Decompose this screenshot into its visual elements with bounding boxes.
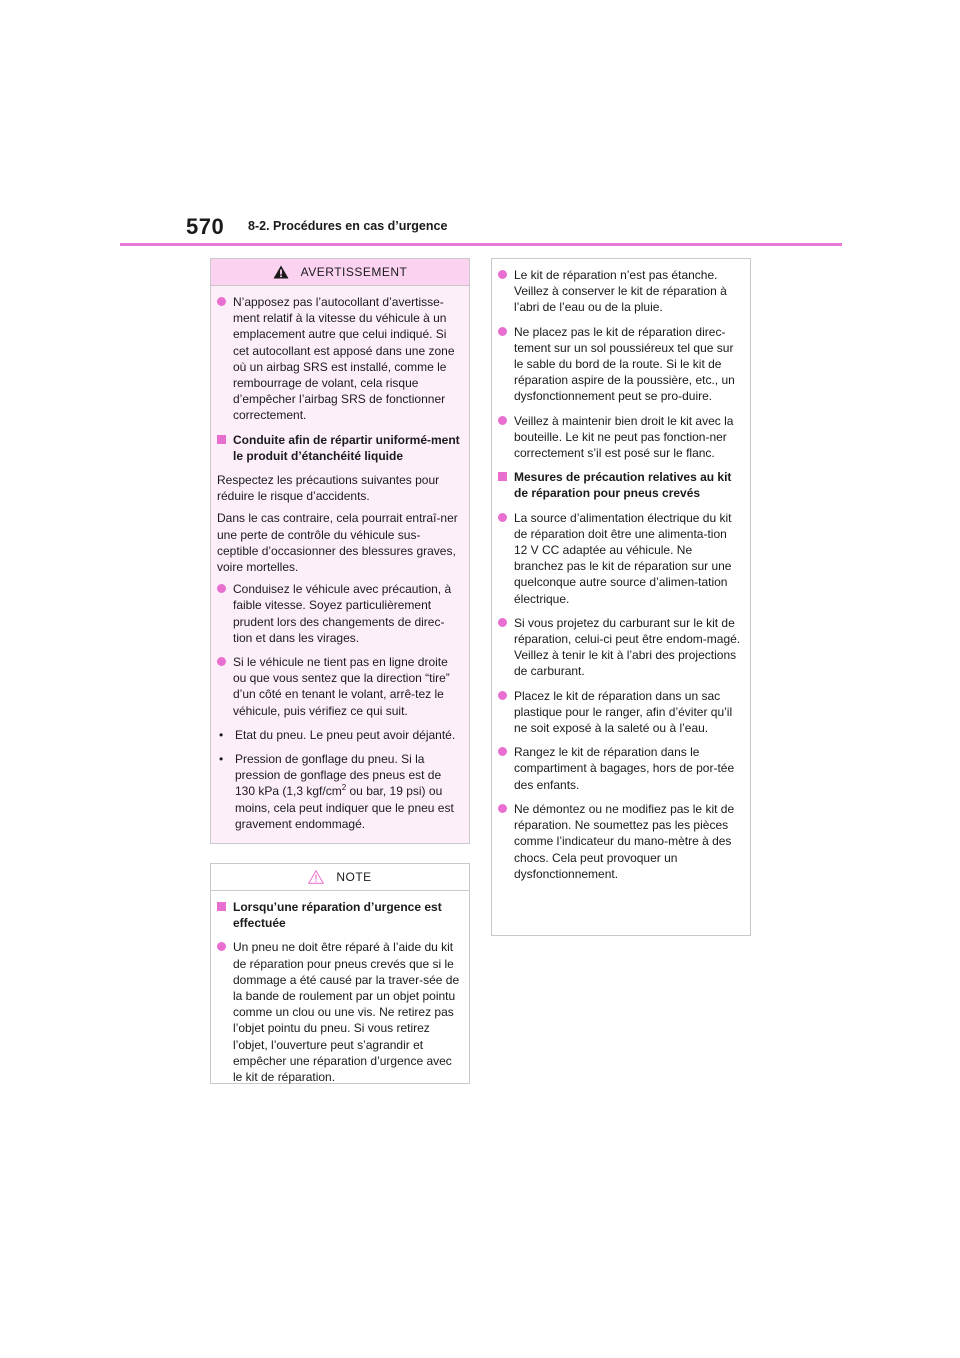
caution-triangle-icon xyxy=(308,870,324,884)
list-item: Si vous projetez du carburant sur le kit de réparation, celui-ci peut être endom-magé. Veillez à tenir le kit à l’abri des projections de carburant. xyxy=(498,615,742,680)
sub-list-item: • Pression de gonflage du pneu. Si la pression de gonflage des pneus est de 130 kPa (1,3 kgf/$cm^2$ ou bar, 19 psi) ou moins, cela peut indiquer que le pneu est gravement endommagé. xyxy=(219,752,454,831)
circle-bullet-icon xyxy=(498,270,507,279)
circle-bullet-icon xyxy=(498,747,507,756)
square-bullet-icon xyxy=(217,902,226,911)
paragraph: Respectez les précautions suivantes pour réduire le risque d’accidents. xyxy=(217,473,440,504)
circle-bullet-icon xyxy=(217,297,226,306)
circle-bullet-icon xyxy=(217,657,226,666)
list-item: Si le véhicule ne tient pas en ligne droite ou que vous sentez que la direction “tire” d’un côté en tenant le volant, arrê-tez le véhicule, puis vérifiez ce qui suit. xyxy=(217,654,461,719)
header-rule xyxy=(120,243,842,246)
list-item: La source d’alimentation électrique du kit de réparation doit être une alimenta-tion 12 V CC adaptée au véhicule. Ne branchez pas le kit de réparation sur une quelconque autre source d’alimen-tation électrique. xyxy=(498,510,742,607)
circle-bullet-icon xyxy=(217,584,226,593)
right-column-box xyxy=(491,258,751,936)
circle-bullet-icon xyxy=(498,513,507,522)
warning-title: AVERTISSEMENT xyxy=(300,265,408,279)
bullet-dot-icon: • xyxy=(219,727,224,742)
warning-triangle-icon xyxy=(273,265,289,279)
warning-header xyxy=(211,259,469,286)
list-item: Veillez à maintenir bien droit le kit avec la bouteille. Le kit ne peut pas fonction-ner correctement s’il est posé sur le flanc. xyxy=(498,413,742,462)
section-title: 8-2. Procédures en cas d’urgence xyxy=(248,219,448,233)
circle-bullet-icon xyxy=(498,804,507,813)
circle-bullet-icon xyxy=(498,327,507,336)
sub-list-item: • Etat du pneu. Le pneu peut avoir déjanté. xyxy=(219,727,456,742)
paragraph: Dans le cas contraire, cela pourrait entraî-ner une perte de contrôle du véhicule sus-ceptible d’occasionner des blessures graves, voire mortelles. xyxy=(217,511,458,575)
list-item: Placez le kit de réparation dans un sac plastique pour le ranger, afin d’éviter qu’il ne soit exposé à la saleté ou à l’eau. xyxy=(498,688,742,737)
circle-bullet-icon xyxy=(498,416,507,425)
note-header xyxy=(211,864,469,891)
warning-box xyxy=(210,258,470,844)
subheading: Conduite afin de répartir uniformé-ment le produit d’étanchéité liquide xyxy=(217,432,461,464)
subheading: Mesures de précaution relatives au kit de réparation pour pneus crevés xyxy=(498,469,742,501)
list-item: Conduisez le véhicule avec précaution, à faible vitesse. Soyez particulièrement prudent lors des changements de direc-tion et dans les virages. xyxy=(217,581,461,646)
square-bullet-icon xyxy=(217,435,226,444)
note-box xyxy=(210,863,470,1084)
note-title: NOTE xyxy=(336,870,372,884)
square-bullet-icon xyxy=(498,472,507,481)
circle-bullet-icon xyxy=(498,691,507,700)
list-item: Ne démontez ou ne modifiez pas le kit de réparation. Ne soumettez pas les pièces comme l’indicateur du mano-mètre à des chocs. Cela peut provoquer un dysfonctionnement. xyxy=(498,801,742,882)
list-item: Ne placez pas le kit de réparation direc-tement sur un sol poussiéreux tel que sur le sable du bord de la route. Si le kit de réparation aspire de la poussière, etc., un dysfonctionnement peut se pro-duire. xyxy=(498,324,742,405)
list-item: Rangez le kit de réparation dans le compartiment à bagages, hors de por-tée des enfants. xyxy=(498,744,742,793)
circle-bullet-icon xyxy=(217,942,226,951)
bullet-dot-icon: • xyxy=(219,752,224,767)
list-item: Le kit de réparation n’est pas étanche. Veillez à conserver le kit de réparation à l’abri de l’eau ou de la pluie. xyxy=(498,267,742,316)
list-item: Un pneu ne doit être réparé à l’aide du kit de réparation pour pneus crevés que si le dommage a été causé par la traver-sée de la bande de roulement par un objet pointu comme un clou ou une vis. Ne retirez pas l’objet pointu du pneu. Si vous retirez l’objet, l’ouverture peut s’agrandir et empêcher une réparation d’urgence avec le kit de réparation. xyxy=(217,939,461,1085)
list-item: N’apposez pas l’autocollant d’avertisse-ment relatif à la vitesse du véhicule à un emplacement autre que celui indiqué. Si cet autocollant est apposé dans une zone où un airbag SRS est installé, comme le rembourrage de volant, cela risque d’empêcher l’airbag SRS de fonctionner correctement. xyxy=(217,294,461,424)
subheading: Lorsqu’une réparation d’urgence est effectuée xyxy=(217,899,461,931)
page-number: 570 xyxy=(186,214,225,239)
circle-bullet-icon xyxy=(498,618,507,627)
